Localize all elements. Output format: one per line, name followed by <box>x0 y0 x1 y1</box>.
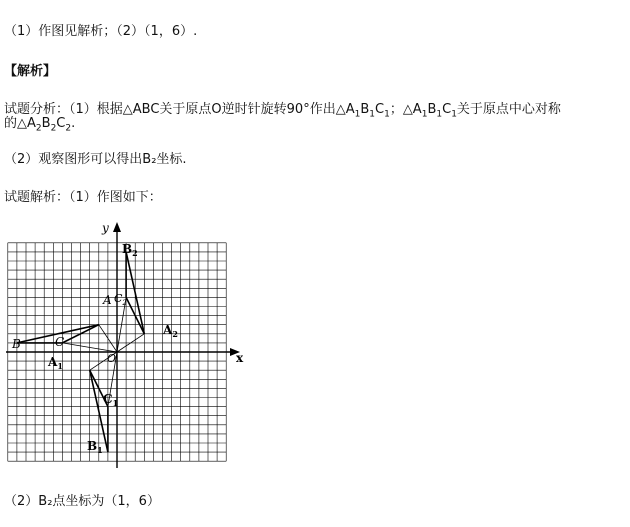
observe-line: （2）观察图形可以得出B₂坐标. <box>4 152 187 167</box>
y-axis-arrow-icon <box>113 222 121 232</box>
analysis-sub: 1 <box>354 109 361 120</box>
label-B: B <box>12 337 21 351</box>
coordinate-figure <box>0 210 250 472</box>
label-B2: $B_2$ <box>122 242 138 258</box>
analysis-text: B <box>41 116 51 131</box>
label-A2: $A_2$ <box>163 323 178 339</box>
analysis-text: B <box>360 102 370 117</box>
analysis-sub: 1 <box>451 109 457 120</box>
analysis-text: ；△A <box>389 102 422 117</box>
analysis-text: B <box>427 102 437 117</box>
analysis-sub: 2 <box>50 123 57 134</box>
final-line: （2）B₂点坐标为（1，6） <box>4 494 160 509</box>
label-O: O <box>107 352 117 365</box>
analysis-sub: 1 <box>421 109 428 120</box>
analysis-line-1 <box>4 98 561 120</box>
label-B1: $B_1$ <box>87 439 103 455</box>
analysis-text: C <box>442 102 452 117</box>
analysis-text: 的△A <box>4 116 36 131</box>
analysis-sub: 1 <box>369 109 375 120</box>
analysis-text: . <box>71 116 76 131</box>
analysis-prefix: 试题分析：（1）根据△ABC关于原点O逆时针旋转90°作出△A <box>4 102 355 117</box>
analysis-sub: 2 <box>35 123 42 134</box>
x-axis-label: x <box>236 351 244 365</box>
analysis-text: C <box>375 102 385 117</box>
solution-line: 试题解析：（1）作图如下： <box>4 190 162 205</box>
analysis-sub: 1 <box>384 109 390 120</box>
analysis-text: C <box>56 116 66 131</box>
label-C2: $C_2$ <box>114 292 127 307</box>
section-heading: 【解析】 <box>4 64 57 79</box>
analysis-suffix: 关于原点中心对称 <box>456 102 561 117</box>
analysis-line-2 <box>4 112 75 134</box>
label-A1: $A_1$ <box>48 355 63 371</box>
analysis-sub: 2 <box>65 123 72 134</box>
label-C: C <box>55 335 65 349</box>
analysis-sub: 1 <box>436 109 443 120</box>
y-axis-label: y <box>102 221 109 235</box>
label-A: A <box>103 293 112 307</box>
label-C1: $C_1$ <box>103 392 119 408</box>
answer-line: （1）作图见解析；（2）（1，6）. <box>4 24 198 39</box>
